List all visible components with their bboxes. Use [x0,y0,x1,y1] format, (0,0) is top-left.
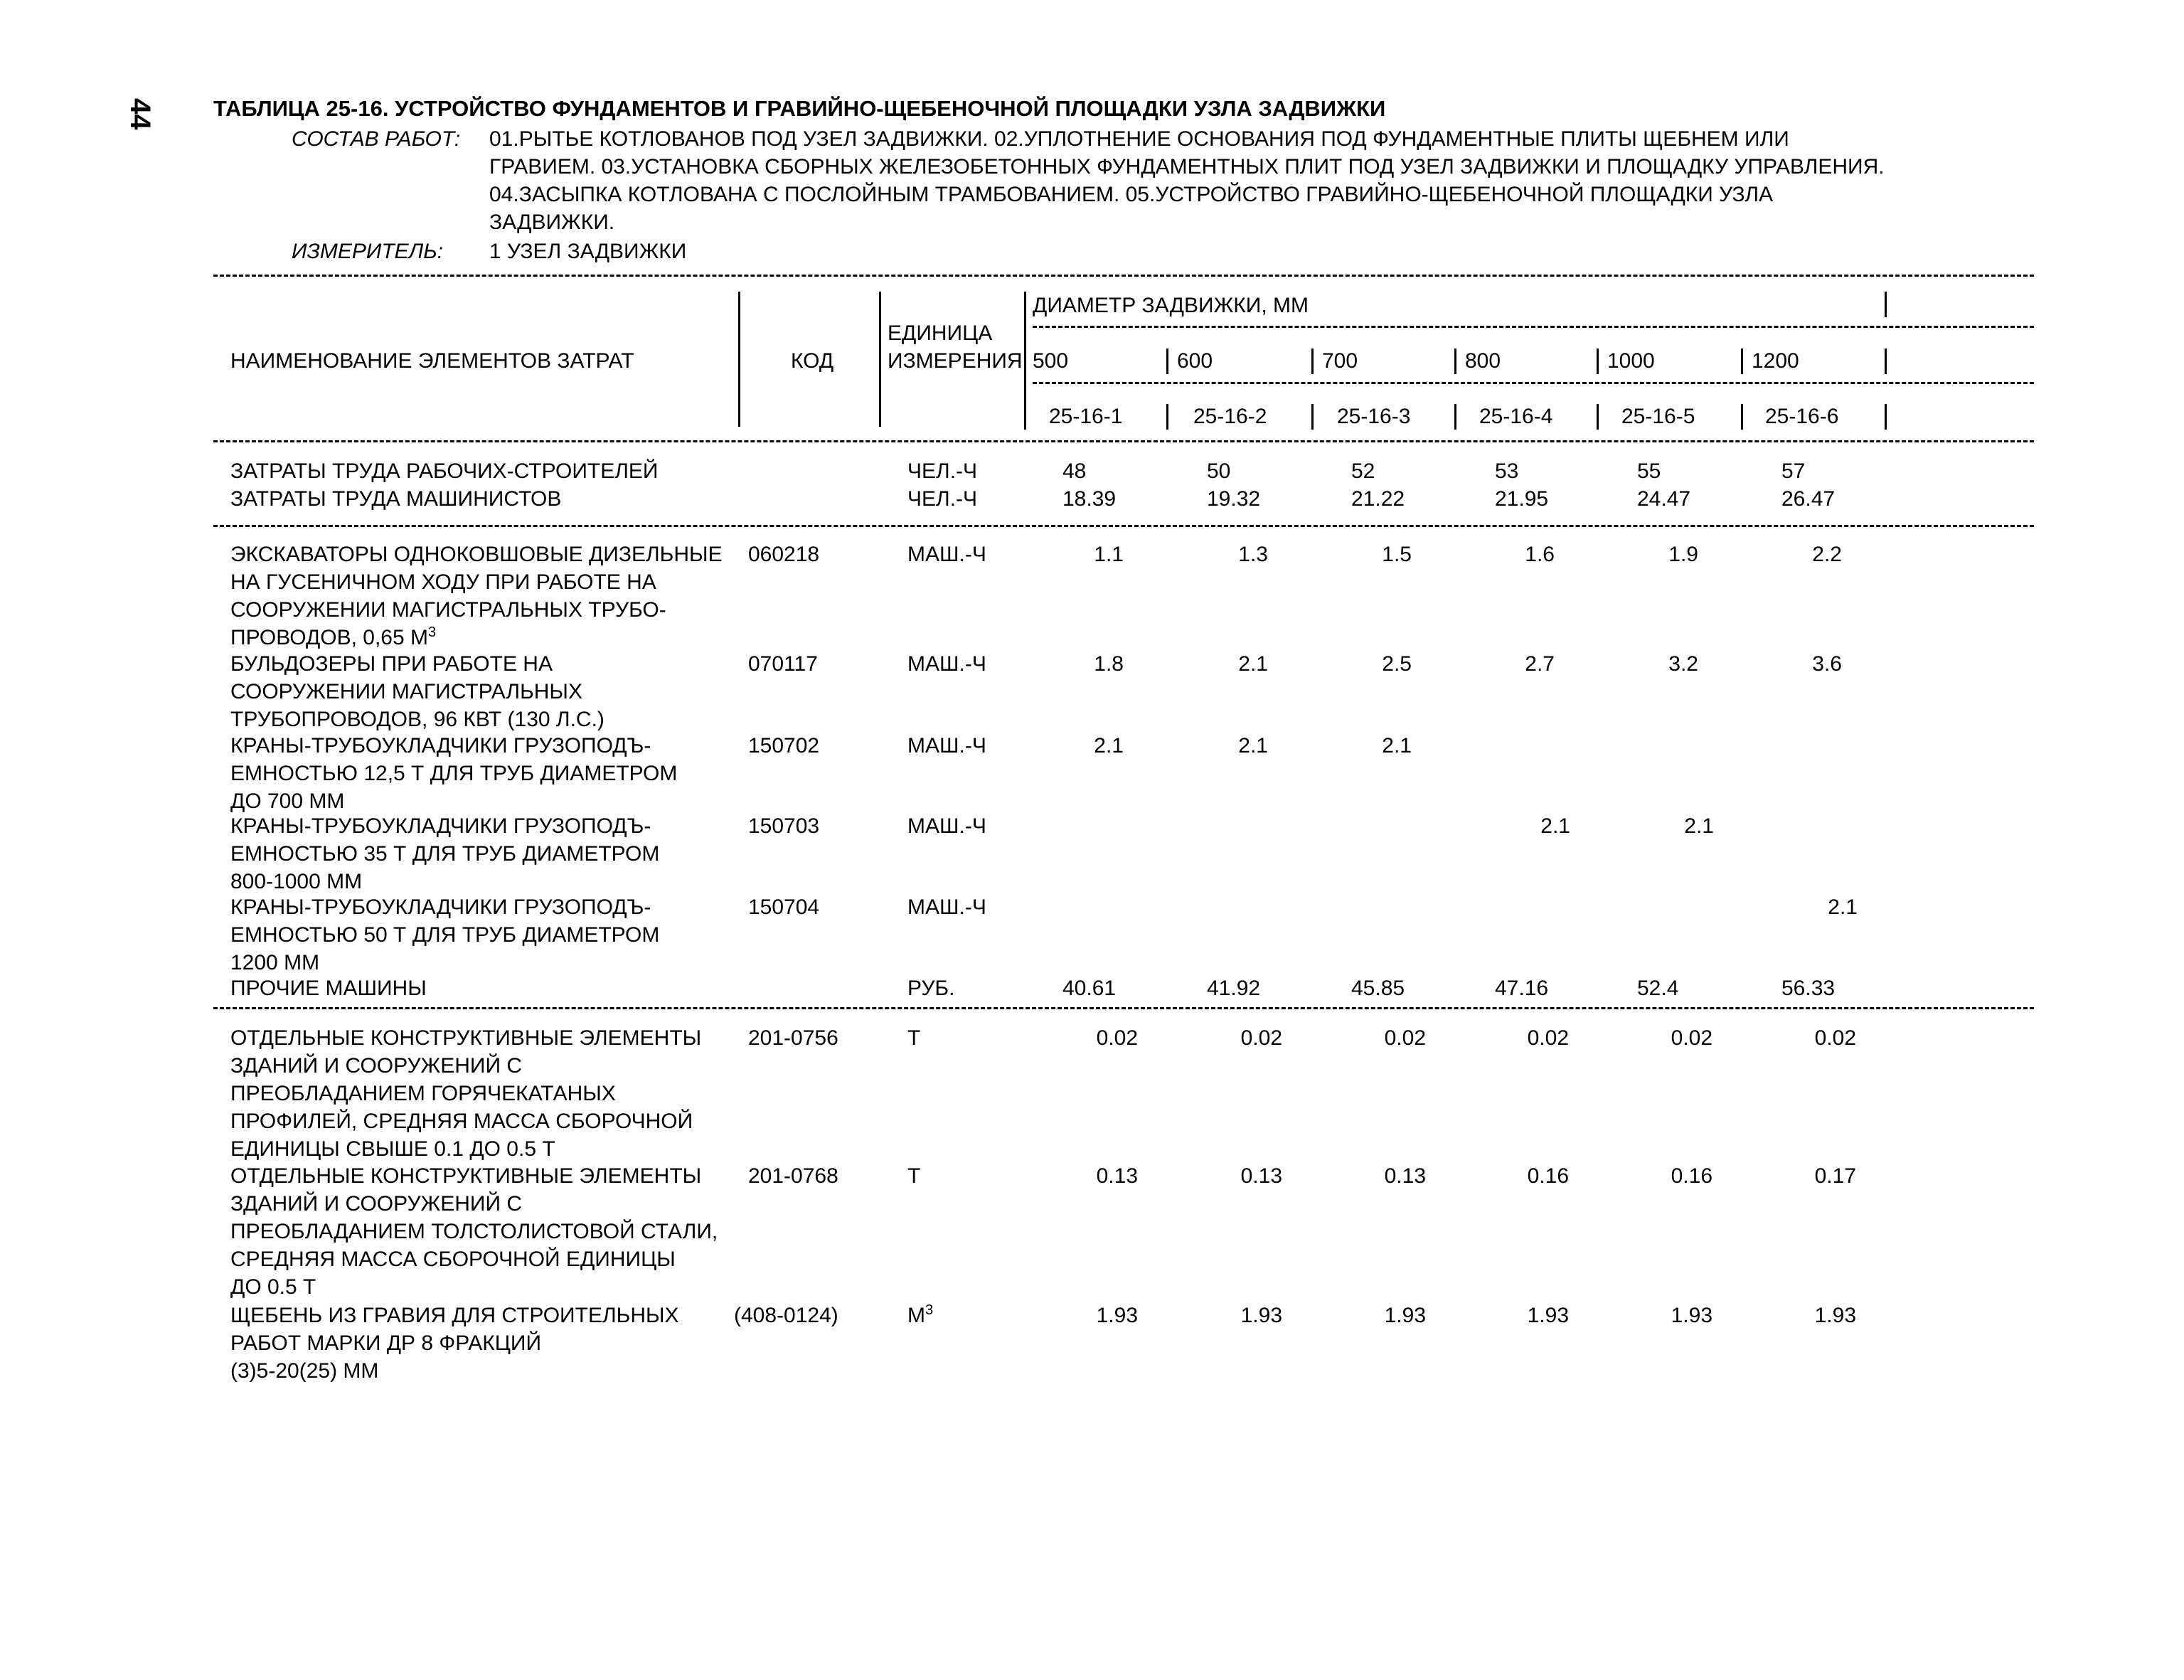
page-number: 44 [124,98,156,130]
row-value: 0.02 [1096,1026,1138,1050]
header-code: КОД [791,349,834,373]
header-unit-line1: ЕДИНИЦА [888,321,993,345]
row-name [230,974,742,1002]
row-name [230,1162,742,1301]
header-divider [1885,404,1887,430]
header-divider [1597,349,1599,374]
row-value: 0.16 [1527,1164,1569,1188]
work-line: 01.РЫТЬЕ КОТЛОВАНОВ ПОД УЗЕЛ ЗАДВИЖКИ. 02.УПЛОТНЕНИЕ ОСНОВАНИЯ ПОД ФУНДАМЕНТНЫЕ ПЛИТЫ ЩЕБНЕМ ИЛИ [489,127,1789,151]
row-name-line: 1200 ММ [230,951,320,974]
row-value: 0.17 [1814,1164,1856,1188]
header-divider [738,292,740,427]
header-bottom-rule [213,440,2034,442]
row-name-line: ЕМНОСТЬЮ 35 Т ДЛЯ ТРУБ ДИАМЕТРОМ [230,842,660,866]
row-value: 52 [1351,459,1375,483]
row-name-line: ПРОЧИЕ МАШИНЫ [230,977,427,1000]
row-name-line: ЭКСКАВАТОРЫ ОДНОКОВШОВЫЕ ДИЗЕЛЬНЫЕ [230,543,723,566]
header-diameter-600: 600 [1177,349,1213,373]
row-value: 2.5 [1382,652,1412,676]
header-diameter: ДИАМЕТР ЗАДВИЖКИ, ММ [1033,294,1309,317]
row-value: 1.93 [1671,1304,1712,1327]
row-unit: МАШ.-Ч [907,652,986,676]
row-name [230,650,742,733]
row-value: 0.02 [1240,1026,1282,1050]
row-value: 2.7 [1525,652,1555,676]
row-value: 55 [1637,459,1661,483]
row-name-line-text: ПРОВОДОВ, 0,65 М [230,626,428,649]
row-name-line: ЩЕБЕНЬ ИЗ ГРАВИЯ ДЛЯ СТРОИТЕЛЬНЫХ [230,1304,679,1327]
row-name-line: ЗДАНИЙ И СООРУЖЕНИЙ С [230,1054,523,1078]
row-value: 2.1 [1094,734,1124,757]
row-unit-text: М [907,1304,925,1327]
row-name-line: ЗДАНИЙ И СООРУЖЕНИЙ С [230,1192,523,1216]
work-line: 04.ЗАСЫПКА КОТЛОВАНА С ПОСЛОЙНЫМ ТРАМБОВАНИЕМ. 05.УСТРОЙСТВО ГРАВИЙНО-ЩЕБЕНОЧНОЙ ПЛОЩАДКИ УЗЛА [489,183,1774,206]
row-value: 1.3 [1238,543,1268,566]
row-value: 57 [1781,459,1806,483]
row-code: 201-0768 [748,1164,838,1188]
header-divider [1311,404,1314,430]
row-value: 2.1 [1238,652,1268,676]
row-value: 50 [1207,459,1231,483]
table-title: ТАБЛИЦА 25-16. УСТРОЙСТВО ФУНДАМЕНТОВ И ГРАВИЙНО-ЩЕБЕНОЧНОЙ ПЛОЩАДКИ УЗЛА ЗАДВИЖКИ [213,96,1386,121]
header-diameter-500: 500 [1033,349,1069,373]
row-value: 41.92 [1207,977,1261,1000]
row-unit: МАШ.-Ч [907,895,986,919]
header-norm-code: 25-16-5 [1621,405,1695,428]
header-divider [1454,349,1456,374]
row-name-line: ТРУБОПРОВОДОВ, 96 КВТ (130 Л.С.) [230,708,604,731]
row-name-line: ПРОФИЛЕЙ, СРЕДНЯЯ МАССА СБОРОЧНОЙ [230,1110,693,1133]
row-name-line: (3)5-20(25) ММ [230,1359,379,1383]
row-value: 0.02 [1384,1026,1426,1050]
table-top-rule [213,275,2034,277]
row-value: 45.85 [1351,977,1405,1000]
row-value: 0.16 [1671,1164,1712,1188]
row-name-line: ЕДИНИЦЫ СВЫШЕ 0.1 ДО 0.5 Т [230,1137,555,1161]
header-norm-code: 25-16-1 [1049,405,1123,428]
header-unit-line2: ИЗМЕРЕНИЯ [888,349,1023,373]
row-value: 2.1 [1828,895,1858,919]
row-value: 3.6 [1812,652,1842,676]
row-name-line: ОТДЕЛЬНЫЕ КОНСТРУКТИВНЫЕ ЭЛЕМЕНТЫ [230,1164,702,1188]
row-value: 2.1 [1540,814,1570,838]
row-value: 2.1 [1238,734,1268,757]
header-inner-rule [1033,382,2034,384]
row-value: 1.9 [1668,543,1698,566]
work-composition-text [489,125,2025,236]
row-value: 1.8 [1094,652,1124,676]
row-unit: МАШ.-Ч [907,734,986,757]
row-unit [907,1302,933,1329]
header-divider [1885,349,1887,374]
row-name [230,893,742,977]
row-name-line: ДО 700 ММ [230,790,345,813]
row-name-line: СРЕДНЯЯ МАССА СБОРОЧНОЙ ЕДИНИЦЫ [230,1248,676,1271]
row-value: 24.47 [1637,487,1691,511]
row-name [230,541,742,652]
row-unit: МАШ.-Ч [907,814,986,838]
header-divider [1741,404,1743,430]
row-name [230,732,742,815]
row-code: 150704 [748,895,820,919]
header-diameter-1000: 1000 [1607,349,1655,373]
row-name-line: КРАНЫ-ТРУБОУКЛАДЧИКИ ГРУЗОПОДЪ- [230,895,651,919]
row-value: 0.13 [1240,1164,1282,1188]
row-name [230,812,742,895]
row-value: 1.5 [1382,543,1412,566]
header-divider [1454,404,1456,430]
section-rule [213,525,2034,527]
header-divider [1311,349,1314,374]
header-divider [1885,292,1887,317]
header-divider [879,292,881,427]
row-value: 1.93 [1527,1304,1569,1327]
row-value: 52.4 [1637,977,1679,1000]
row-name-line: ПРЕОБЛАДАНИЕМ ГОРЯЧЕКАТАНЫХ [230,1082,616,1105]
header-norm-code: 25-16-6 [1765,405,1839,428]
work-line: ГРАВИЕМ. 03.УСТАНОВКА СБОРНЫХ ЖЕЛЕЗОБЕТОННЫХ ФУНДАМЕНТНЫХ ПЛИТ ПОД УЗЕЛ ЗАДВИЖКИ И ПЛОЩАДКУ УПРАВЛЕНИЯ. [489,155,1885,179]
row-name-line: ЕМНОСТЬЮ 50 Т ДЛЯ ТРУБ ДИАМЕТРОМ [230,923,660,947]
superscript: 3 [427,624,437,640]
row-name-line: НА ГУСЕНИЧНОМ ХОДУ ПРИ РАБОТЕ НА [230,570,656,594]
row-name [230,1302,742,1385]
row-value: 53 [1495,459,1519,483]
row-name-line: ОТДЕЛЬНЫЕ КОНСТРУКТИВНЫЕ ЭЛЕМЕНТЫ [230,1026,702,1050]
row-value: 0.02 [1527,1026,1569,1050]
header-norm-code: 25-16-2 [1193,405,1267,428]
row-unit: ЧЕЛ.-Ч [907,487,978,511]
row-value: 21.95 [1495,487,1549,511]
header-diameter-1200: 1200 [1752,349,1799,373]
row-value: 1.1 [1094,543,1124,566]
row-value: 0.13 [1384,1164,1426,1188]
row-name-line [230,624,742,652]
row-value: 47.16 [1495,977,1549,1000]
row-value: 2.2 [1812,543,1842,566]
row-value: 2.1 [1684,814,1714,838]
row-code: 150702 [748,734,820,757]
measure-value: 1 УЗЕЛ ЗАДВИЖКИ [489,240,687,263]
header-divider [1024,404,1026,430]
row-value: 19.32 [1207,487,1261,511]
header-inner-rule [1033,326,2034,328]
row-code: 150703 [748,814,820,838]
header-diameter-700: 700 [1322,349,1358,373]
row-value: 40.61 [1062,977,1117,1000]
row-name: ЗАТРАТЫ ТРУДА МАШИНИСТОВ [230,487,562,511]
work-composition-label: СОСТАВ РАБОТ: [292,127,461,151]
row-name-line: ЕМНОСТЬЮ 12,5 Т ДЛЯ ТРУБ ДИАМЕТРОМ [230,762,678,785]
row-name [230,1024,742,1163]
row-value: 2.1 [1382,734,1412,757]
row-value: 1.93 [1814,1304,1856,1327]
row-unit: Т [907,1026,921,1050]
header-divider [1741,349,1743,374]
row-name-line: РАБОТ МАРКИ ДР 8 ФРАКЦИЙ [230,1331,542,1355]
measure-label: ИЗМЕРИТЕЛЬ: [292,240,444,263]
row-name-line: 800-1000 ММ [230,870,363,893]
header-divider [1166,349,1168,374]
row-name-line: ДО 0.5 Т [230,1275,316,1299]
row-value: 0.02 [1814,1026,1856,1050]
row-value: 1.93 [1096,1304,1138,1327]
superscript: 3 [925,1302,934,1318]
row-code: 201-0756 [748,1026,838,1050]
row-value: 26.47 [1781,487,1836,511]
section-rule [213,1007,2034,1009]
row-name-line: СООРУЖЕНИИ МАГИСТРАЛЬНЫХ ТРУБО- [230,598,666,622]
row-unit: РУБ. [907,977,955,1000]
row-value: 48 [1062,459,1087,483]
row-value: 0.13 [1096,1164,1138,1188]
header-diameter-800: 800 [1465,349,1501,373]
row-value: 18.39 [1062,487,1117,511]
row-value: 1.6 [1525,543,1555,566]
row-name-line: СООРУЖЕНИИ МАГИСТРАЛЬНЫХ [230,680,582,703]
row-value: 21.22 [1351,487,1405,511]
work-line: ЗАДВИЖКИ. [489,211,615,234]
row-value: 0.02 [1671,1026,1712,1050]
row-unit: Т [907,1164,921,1188]
row-name-line: КРАНЫ-ТРУБОУКЛАДЧИКИ ГРУЗОПОДЪ- [230,814,651,838]
row-name: ЗАТРАТЫ ТРУДА РАБОЧИХ-СТРОИТЕЛЕЙ [230,459,659,483]
row-value: 1.93 [1240,1304,1282,1327]
row-name-line: БУЛЬДОЗЕРЫ ПРИ РАБОТЕ НА [230,652,553,676]
row-unit: ЧЕЛ.-Ч [907,459,978,483]
row-unit: МАШ.-Ч [907,543,986,566]
row-code: (408-0124) [734,1304,838,1327]
row-value: 3.2 [1668,652,1698,676]
row-code: 070117 [748,652,818,676]
row-name-line: ПРЕОБЛАДАНИЕМ ТОЛСТОЛИСТОВОЙ СТАЛИ, [230,1220,718,1243]
header-name: НАИМЕНОВАНИЕ ЭЛЕМЕНТОВ ЗАТРАТ [230,349,634,373]
row-value: 56.33 [1781,977,1836,1000]
row-code: 060218 [748,543,820,566]
header-norm-code: 25-16-3 [1337,405,1411,428]
row-name-line: КРАНЫ-ТРУБОУКЛАДЧИКИ ГРУЗОПОДЪ- [230,734,651,757]
row-value: 1.93 [1384,1304,1426,1327]
header-divider [1597,404,1599,430]
header-norm-code: 25-16-4 [1479,405,1553,428]
header-divider [1166,404,1168,430]
